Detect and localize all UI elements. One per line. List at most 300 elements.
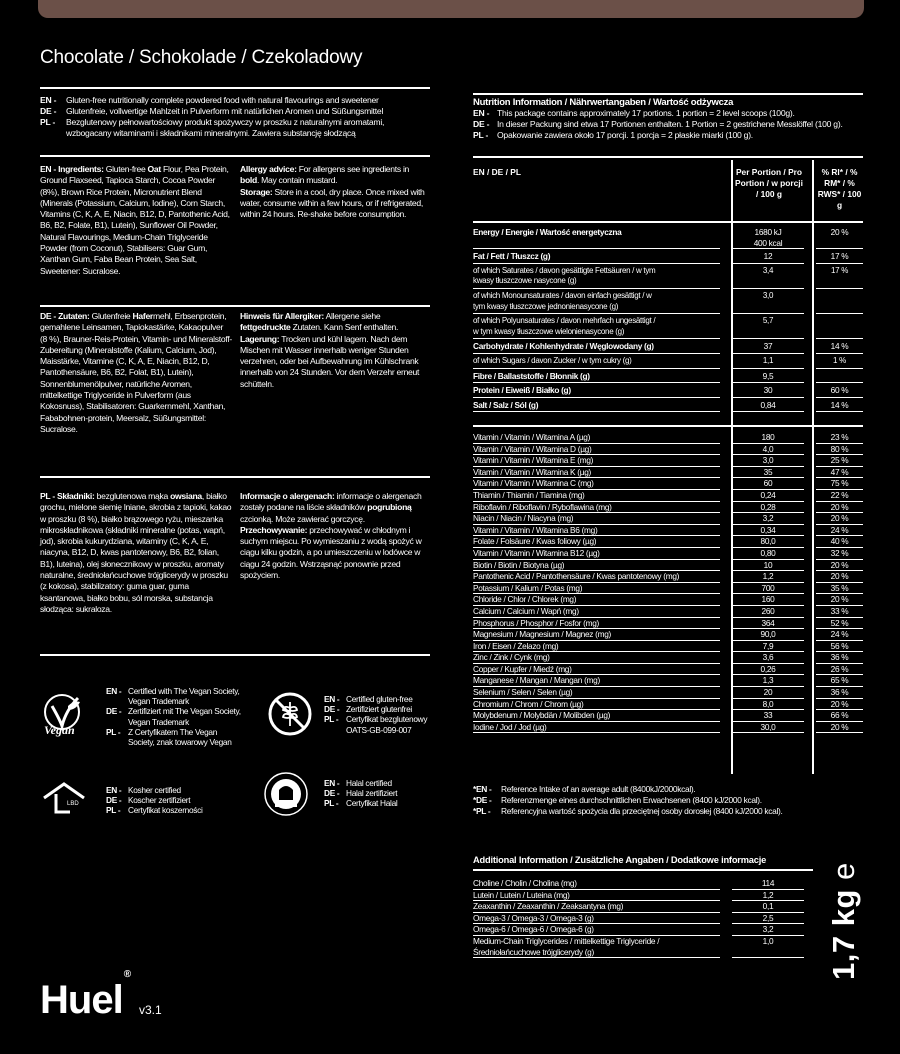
- gap: [804, 675, 816, 687]
- nutrient-label: Chloride / Chlor / Chlorek (mg): [473, 594, 720, 606]
- nutrient-value: 0,28: [732, 501, 804, 513]
- divider: [40, 87, 430, 89]
- table-row: [473, 524, 863, 536]
- gap: [804, 368, 816, 383]
- lang-text: Z Certyfikatem The Vegan Society, znak towarowy Vegan: [128, 726, 232, 748]
- nutrient-label: Chromium / Chrom / Chrom (µg): [473, 698, 720, 710]
- nutrient-value: 114: [732, 878, 804, 889]
- table-row: [473, 675, 863, 687]
- lang-text: Koscher zertifiziert: [128, 795, 191, 806]
- gap: [804, 594, 816, 606]
- nutrient-label: Fat / Fett / Tłuszcz (g): [473, 249, 720, 264]
- lang-text: Certyfikat Halal: [346, 798, 398, 809]
- lang-code: PL -: [324, 798, 339, 809]
- nutrient-value: 1,2: [732, 571, 804, 583]
- nutrient-label: Thiamin / Thiamin / Tiamina (mg): [473, 489, 720, 501]
- certs.vegan-row: [106, 686, 241, 706]
- nutrient-ri: 24 %: [816, 524, 863, 536]
- allergy-de: Hinweis für Allergiker: Allergene siehe fettgedruckte Zutaten. Kann Senf enthalten. Lagerung: Trocken und kühl lagern. Nach dem Mischen mit Wasser innerhalb weniger Stunden verzehren, oder bei Aufbewahrung im Kühlschrank innerhalb von 24 Stunden. Vor dem Verzehr erneut schütteln.: [240, 311, 420, 389]
- top-color-band: [38, 0, 864, 18]
- nutrient-ri: 23 %: [816, 432, 863, 443]
- nutrient-value: 4,0: [732, 443, 804, 455]
- gap: [804, 443, 816, 455]
- nutrient-ri: 33 %: [816, 605, 863, 617]
- nutrient-ri: 66 %: [816, 710, 863, 722]
- nutrient-value: 0,24: [732, 489, 804, 501]
- gap: [804, 571, 816, 583]
- table-row: [473, 652, 863, 664]
- nutrient-ri: 56 %: [816, 640, 863, 652]
- gap: [804, 912, 816, 924]
- nutrient-value: 0,26: [732, 663, 804, 675]
- macro-table: [473, 225, 863, 412]
- certs.kosher-row: [106, 785, 236, 795]
- nutrient-value: 37: [732, 339, 804, 354]
- gap: [804, 249, 816, 264]
- nutrient-ri: 60 %: [816, 383, 863, 398]
- lang-text: Halal zertifiziert: [346, 788, 398, 799]
- nutrition.portions-row: [473, 108, 863, 119]
- brand-logo: Huel®: [40, 968, 131, 1022]
- nutrient-ri: 25 %: [816, 455, 863, 467]
- table-row: [473, 640, 863, 652]
- nutrient-label: Magnesium / Magnesium / Magnez (mg): [473, 629, 720, 641]
- nutrient-value: 0,80: [732, 547, 804, 559]
- certs.gf-row: [324, 714, 434, 734]
- certs.kosher-row: [106, 795, 236, 805]
- kosher-cert-text: [106, 785, 236, 816]
- table-row: [473, 901, 816, 913]
- gap: [804, 559, 816, 571]
- nutrient-label: Riboflavin / Riboflavin / Ryboflawina (mg): [473, 501, 720, 513]
- table-row: [473, 489, 863, 501]
- gap: [804, 617, 816, 629]
- lang-code: EN -: [473, 108, 490, 118]
- lang-text: Reference Intake of an average adult (8400kJ/2000kcal).: [501, 784, 696, 794]
- nutrient-ri: 40 %: [816, 536, 863, 548]
- nutrient-label: Phosphorus / Phosphor / Fosfor (mg): [473, 617, 720, 629]
- nutrient-label: Lutein / Lutein / Luteina (mg): [473, 889, 720, 901]
- table-row: [473, 912, 816, 924]
- certs.gf-row: [324, 704, 434, 714]
- table-row: [473, 478, 863, 490]
- nutrient-value: 364: [732, 617, 804, 629]
- nutrient-label: Vitamin / Vitamin / Witamina B12 (µg): [473, 547, 720, 559]
- lang-code: *PL -: [473, 806, 491, 816]
- table-row: [473, 605, 863, 617]
- gap: [804, 314, 816, 339]
- vegan-cert-text: [106, 686, 241, 747]
- nutrient-label: Biotin / Biotin / Biotyna (µg): [473, 559, 720, 571]
- gap: [804, 455, 816, 467]
- table-row: [473, 339, 863, 354]
- nutrient-ri: [816, 368, 863, 383]
- gap: [804, 605, 816, 617]
- gap: [804, 263, 816, 288]
- gap: [804, 901, 816, 913]
- lang-code: PL -: [324, 714, 339, 725]
- table-row: [473, 721, 863, 733]
- nutrient-label: Vitamin / Vitamin / Witamina A (µg): [473, 432, 720, 443]
- halal-cert-text: [324, 778, 434, 809]
- nutrient-value: 33: [732, 710, 804, 722]
- kosher-logo-text: LBD: [67, 801, 79, 807]
- nutrient-ri: 24 %: [816, 629, 863, 641]
- nutrient-label: Iron / Eisen / Żelazo (mg): [473, 640, 720, 652]
- divider: [473, 425, 863, 427]
- nutrient-ri: 20 %: [816, 698, 863, 710]
- nutrient-value: 5,7: [732, 314, 804, 339]
- nutrient-label: Potassium / Kalium / Potas (mg): [473, 582, 720, 594]
- nutrient-value: 30,0: [732, 721, 804, 733]
- nutrient-label: Zinc / Zink / Cynk (mg): [473, 652, 720, 664]
- nutrient-label: of which Saturates / davon gesättigte Fettsäuren / w tym kwasy tłuszczowe nasycone (g): [473, 263, 720, 288]
- nutrient-label: Pantothenic Acid / Pantothensäure / Kwas pantotenowy (mg): [473, 571, 720, 583]
- gap: [720, 935, 732, 957]
- nutrient-value: 10: [732, 559, 804, 571]
- nutrient-value: 35: [732, 466, 804, 478]
- certs.vegan-row: [106, 706, 241, 726]
- gap: [804, 225, 816, 249]
- nutrient-value: 90,0: [732, 629, 804, 641]
- table-row: [473, 225, 863, 249]
- lang-text: Zertifiziert glutenfrei: [346, 704, 412, 715]
- additional-heading: Additional Information / Zusätzliche Angaben / Dodatkowe informacje: [473, 855, 767, 865]
- gap: [804, 536, 816, 548]
- lang-text: Bezglutenowy pełnowartościowy produkt spożywczy w proszku z naturalnymi aromatami, wzbogacany witaminami i składnikami mineralnymi. Zawiera substancję słodzącą: [66, 117, 385, 138]
- table-row: [473, 466, 863, 478]
- nutrient-value: 700: [732, 582, 804, 594]
- gap: [804, 640, 816, 652]
- divider: [473, 869, 813, 871]
- gluten-free-icon: [266, 690, 314, 738]
- table-row: [473, 878, 816, 889]
- gap: [804, 935, 816, 957]
- vegan-logo-text: Vegan: [44, 723, 75, 737]
- nutrient-label: Vitamin / Vitamin / Witamina C (mg): [473, 478, 720, 490]
- table-row: [473, 698, 863, 710]
- nutrient-label: Calcium / Calcium / Wapń (mg): [473, 605, 720, 617]
- lang-text: Referenzmenge eines durchschnittlichen Erwachsenen (8400 kJ/2000 kcal).: [501, 795, 762, 805]
- lang-text: In dieser Packung sind etwa 17 Portionen enthalten. 1 Portion = 2 gestrichene Messlöffel (100 g).: [497, 119, 843, 129]
- nutrient-ri: 1 %: [816, 353, 863, 368]
- col-lang: EN / DE / PL: [473, 167, 521, 177]
- gap: [804, 524, 816, 536]
- nutrient-ri: 20 %: [816, 594, 863, 606]
- gap: [804, 288, 816, 313]
- column-divider: [812, 160, 814, 774]
- nutrient-ri: 20 %: [816, 721, 863, 733]
- nutrient-value: 9,5: [732, 368, 804, 383]
- nutrient-ri: 17 %: [816, 263, 863, 288]
- nutrient-value: 180: [732, 432, 804, 443]
- gap: [804, 501, 816, 513]
- gap: [720, 924, 732, 936]
- gap: [804, 489, 816, 501]
- lang-text: Glutenfreie, vollwertige Mahlzeit in Pulverform mit natürlichen Aromen und Süßungsmittel: [66, 106, 384, 116]
- nutrient-label: Folate / Folsäure / Kwas foliowy (µg): [473, 536, 720, 548]
- table-row: [473, 353, 863, 368]
- divider: [473, 93, 863, 95]
- lang-text: Referencyjna wartość spożycia dla przeciętnej osoby dorosłej (8400 kJ/2000 kcal).: [501, 806, 783, 816]
- col-ri: % RI* / % RM* / % RWS* / 100 g: [817, 167, 862, 210]
- nutrient-label: Iodine / Jod / Jod (µg): [473, 721, 720, 733]
- certs.gf-row: [324, 694, 434, 704]
- table-row: [473, 513, 863, 525]
- nutrition.footnotes-row: [473, 784, 863, 795]
- nutrient-value: 3,6: [732, 652, 804, 664]
- nutrition.footnotes-row: [473, 795, 863, 806]
- nutrient-label: Vitamin / Vitamin / Witamina E (mg): [473, 455, 720, 467]
- nutrient-label: Vitamin / Vitamin / Witamina B6 (mg): [473, 524, 720, 536]
- lang-code: DE -: [106, 795, 122, 806]
- nutrient-ri: [816, 288, 863, 313]
- table-row: [473, 594, 863, 606]
- lang-code: DE -: [324, 704, 340, 715]
- nutrient-ri: 17 %: [816, 249, 863, 264]
- nutrition.portions-row: [473, 119, 863, 130]
- divider: [40, 155, 430, 157]
- nutrient-label: Molybdenum / Molybdän / Molibden (µg): [473, 710, 720, 722]
- gap: [804, 710, 816, 722]
- table-row: [473, 935, 816, 957]
- gap: [804, 513, 816, 525]
- nutrient-ri: 20 %: [816, 559, 863, 571]
- gap: [804, 353, 816, 368]
- table-row: [473, 536, 863, 548]
- ingredients-de: DE - Zutaten: Glutenfreie Hafermehl, Erbsenprotein, gemahlene Leinsamen, Tapiokastärke, Kakaopulver (8 %), Brauner-Reis-Protein, Vitamin- und Mineralstoff-Zubereitung (Mineralstoffe (Kalium, Calcium, Jod), Maisstärke, Vitamine (C, K, A, E, Niacin, B12, D, Pantothensäure, B6, B2, Folat, B1), Lutein), Sonnenblumenölpulver, natürliche Aromen, mittelkettige Triglyceride in Pulverform (aus Kokosnuss), Stabilisatoren: Guarkernmehl, Xanthan, Fababohnen-protein, Meersalz, Süßungsmittel: Sucralose.: [40, 311, 232, 434]
- net-weight: 1,7 kg e: [826, 862, 861, 980]
- nutrient-value: 7,9: [732, 640, 804, 652]
- certs.halal-row: [324, 788, 434, 798]
- nutrient-ri: 65 %: [816, 675, 863, 687]
- nutrient-value: 3,2: [732, 513, 804, 525]
- nutrient-value: 1,1: [732, 353, 804, 368]
- nutrition.footnotes-row: [473, 806, 863, 817]
- nutrient-value: 260: [732, 605, 804, 617]
- lang-code: DE -: [40, 106, 57, 116]
- nutrient-value: 0,84: [732, 397, 804, 412]
- nutrient-value: 12: [732, 249, 804, 264]
- nutrient-label: Carbohydrate / Kohlenhydrate / Węglowodany (g): [473, 339, 720, 354]
- table-row: [473, 710, 863, 722]
- table-row: [473, 663, 863, 675]
- gap: [804, 629, 816, 641]
- gap: [804, 547, 816, 559]
- nutrition.portions-row: [473, 130, 863, 141]
- table-row: [473, 924, 816, 936]
- allergy-en: Allergy advice: For allergens see ingredients in bold. May contain mustard. Storage: Store in a cool, dry place. Once mixed with water, consume within a few hours, or if refrigerated, within 24 hours. Re-shake before consumption.: [240, 164, 425, 220]
- nutrient-ri: 20 %: [816, 501, 863, 513]
- nutrient-value: 1,2: [732, 889, 804, 901]
- nutrient-label: of which Monounsaturates / davon einfach gesättigt / w tym kwasy tłuszczowe jednonienasycone (g): [473, 288, 720, 313]
- nutrient-label: Niacin / Niacin / Niacyna (mg): [473, 513, 720, 525]
- lang-code: *EN -: [473, 784, 492, 794]
- nutrient-value: 0,34: [732, 524, 804, 536]
- table-row: [473, 501, 863, 513]
- nutrient-ri: 32 %: [816, 547, 863, 559]
- nutrient-value: 1,3: [732, 675, 804, 687]
- table-row: [473, 443, 863, 455]
- nutrient-value: 1,0: [732, 935, 804, 957]
- nutrient-ri: 14 %: [816, 339, 863, 354]
- nutrition-header: [473, 97, 863, 141]
- lang-code: EN -: [324, 694, 340, 704]
- nutrient-label: of which Sugars / davon Zucker / w tym cukry (g): [473, 353, 720, 368]
- nutrient-value: 60: [732, 478, 804, 490]
- lang-text: Certyfikat bezglutenowy OATS-GB-099-007: [346, 714, 428, 735]
- table-row: [473, 249, 863, 264]
- lang-code: DE -: [106, 706, 122, 717]
- nutrient-value: 30: [732, 383, 804, 398]
- nutrient-value: 160: [732, 594, 804, 606]
- nutrient-value: 8,0: [732, 698, 804, 710]
- lang-text: This package contains approximately 17 portions. 1 portion = 2 level scoops (100g).: [497, 108, 795, 118]
- intro-row: [40, 95, 430, 106]
- divider: [40, 476, 430, 478]
- nutrient-value: 3,2: [732, 924, 804, 936]
- nutrient-label: Salt / Salz / Sól (g): [473, 397, 720, 412]
- gap: [720, 889, 732, 901]
- nutrient-label: Fibre / Ballaststoffe / Błonnik (g): [473, 368, 720, 383]
- nutrient-label: Vitamin / Vitamin / Witamina D (µg): [473, 443, 720, 455]
- ingredients-en: EN - Ingredients: Gluten-free Oat Flour, Pea Protein, Ground Flaxseed, Tapioca Starch, Cocoa Powder (8%), Brown Rice Protein, Micronutrient Blend (Minerals (Potassium, Calcium, Iodine), Corn Starch, Vitamins (C, K, A, E, Niacin, B12, D, Pantothenic Acid, B6, B2, Folate, B1), Lutein), Sunflower Oil Powder, Natural Flavourings, Medium-Chain Triglyceride Powder (from Coconut), Stabilisers: Guar Gum, Xanthan Gum, Faba Bean Protein, Sea Salt, Sweetener: Sucralose.: [40, 164, 230, 276]
- nutrient-value: 3,0: [732, 288, 804, 313]
- table-row: [473, 288, 863, 313]
- lang-text: Zertifiziert mit The Vegan Society, Vegan Trademark: [128, 706, 241, 727]
- table-row: [473, 455, 863, 467]
- nutrient-ri: 35 %: [816, 582, 863, 594]
- table-row: [473, 432, 863, 443]
- nutrient-label: Choline / Cholin / Cholina (mg): [473, 878, 720, 889]
- gap: [804, 924, 816, 936]
- table-row: [473, 263, 863, 288]
- nutrient-ri: 36 %: [816, 652, 863, 664]
- gap: [804, 466, 816, 478]
- divider: [40, 305, 430, 307]
- gap: [804, 663, 816, 675]
- nutrient-ri: 52 %: [816, 617, 863, 629]
- gluten-free-cert-text: [324, 694, 434, 735]
- nutrient-value: 20: [732, 687, 804, 699]
- lang-code: PL -: [106, 726, 121, 737]
- table-row: [473, 559, 863, 571]
- table-row: [473, 314, 863, 339]
- divider: [40, 654, 430, 656]
- gap: [720, 878, 732, 889]
- table-row: [473, 687, 863, 699]
- nutrition-heading: Nutrition Information / Nährwertangaben / Wartość odżywcza: [473, 97, 734, 108]
- gap: [804, 878, 816, 889]
- table-row: [473, 547, 863, 559]
- nutrient-label: Protein / Eiweiß / Białko (g): [473, 383, 720, 398]
- divider: [473, 221, 863, 223]
- nutrient-label: of which Polyunsaturates / davon mehrfach ungesättigt / w tym kwasy tłuszczowe wielonienasycone (g): [473, 314, 720, 339]
- table-row: [473, 571, 863, 583]
- gap: [804, 889, 816, 901]
- certs.kosher-row: [106, 805, 236, 815]
- gap: [804, 339, 816, 354]
- nutrient-label: Vitamin / Vitamin / Witamina K (µg): [473, 466, 720, 478]
- certs.halal-row: [324, 798, 434, 808]
- lang-text: Opakowanie zawiera około 17 porcji. 1 porcja = 2 płaskie miarki (100 g).: [497, 130, 753, 140]
- table-row: [473, 397, 863, 412]
- divider: [473, 156, 863, 158]
- nutrient-value: 0,1: [732, 901, 804, 913]
- intro-row: [40, 106, 430, 117]
- column-divider: [731, 160, 733, 774]
- lang-text: Certified gluten-free: [346, 694, 413, 704]
- col-portion: Per Portion / Pro Portion / w porcji / 100 g: [735, 167, 803, 199]
- intro-row: [40, 117, 430, 139]
- nutrient-value: 2,5: [732, 912, 804, 924]
- nutrient-label: Energy / Energie / Wartość energetyczna: [473, 225, 720, 249]
- product-description: [40, 95, 430, 139]
- table-row: [473, 582, 863, 594]
- gap: [720, 912, 732, 924]
- nutrient-label: Manganese / Mangan / Mangan (mg): [473, 675, 720, 687]
- kosher-icon: [40, 780, 88, 820]
- halal-icon: [262, 770, 310, 818]
- nutrient-label: Omega-6 / Omega-6 / Omega-6 (g): [473, 924, 720, 936]
- gap: [804, 582, 816, 594]
- page-title: Chocolate / Schokolade / Czekoladowy: [40, 47, 363, 68]
- lang-code: EN -: [106, 686, 122, 696]
- gap: [804, 432, 816, 443]
- nutrient-ri: 36 %: [816, 687, 863, 699]
- lang-code: EN -: [106, 785, 122, 795]
- lang-text: Halal certified: [346, 778, 392, 788]
- lang-text: Certyfikat koszerności: [128, 805, 203, 816]
- nutrient-ri: [816, 314, 863, 339]
- nutrient-label: Medium-Chain Triglycerides / mittelkettige Triglyceride / Średniołańcuchowe trójglicerydy (g): [473, 935, 720, 957]
- lang-code: *DE -: [473, 795, 492, 805]
- lang-code: DE -: [473, 119, 490, 129]
- lang-text: Gluten-free nutritionally complete powdered food with natural flavourings and sweetener: [66, 95, 379, 105]
- table-row: [473, 617, 863, 629]
- gap: [720, 901, 732, 913]
- gap: [804, 652, 816, 664]
- lang-code: EN -: [324, 778, 340, 788]
- lang-code: PL -: [40, 117, 56, 127]
- nutrient-ri: 20 %: [816, 225, 863, 249]
- nutrient-label: Omega-3 / Omega-3 / Omega-3 (g): [473, 912, 720, 924]
- gap: [804, 397, 816, 412]
- nutrient-ri: 22 %: [816, 489, 863, 501]
- gap: [804, 383, 816, 398]
- gap: [804, 478, 816, 490]
- table-row: [473, 629, 863, 641]
- nutrient-value: 80,0: [732, 536, 804, 548]
- nutrient-label: Selenium / Selen / Selen (µg): [473, 687, 720, 699]
- lang-code: DE -: [324, 788, 340, 799]
- nutrient-value: 3,4: [732, 263, 804, 288]
- nutrient-value: 3,0: [732, 455, 804, 467]
- table-row: [473, 368, 863, 383]
- gap: [804, 698, 816, 710]
- ingredients-pl: PL - Składniki: bezglutenowa mąka owsiana, białko grochu, mielone siemię lniane, skrobia z tapioki, kakao w proszku (8 %), białko brązowego ryżu, mieszanka mikroskładnikowa (składniki mineralne (potas, wapń, jod), skrobia kukurydziana, witaminy (C, K, A, E, niacyna, B12, D, kwas pantotenowy, B6, B2, folian, B1), luteina), olej słonecznikowy w proszku, aromaty naturalne, średniołańcuchowe trójglicerydy w proszku (z kokosa), stabilizatory: guma guar, guma ksantanowa, białko bobu, sól morska, substancja słodząca: sukraloza.: [40, 491, 232, 614]
- gap: [804, 721, 816, 733]
- table-row: [473, 889, 816, 901]
- micro-table: [473, 432, 863, 733]
- certs.vegan-row: [106, 727, 241, 747]
- nutrient-ri: 20 %: [816, 571, 863, 583]
- nutrient-ri: 14 %: [816, 397, 863, 412]
- version-label: v3.1: [139, 1003, 162, 1017]
- footnotes: [473, 784, 863, 817]
- nutrient-value: 1680 kJ 400 kcal: [732, 225, 804, 249]
- nutrient-label: Zeaxanthin / Zeaxanthin / Zeaksantyna (mg): [473, 901, 720, 913]
